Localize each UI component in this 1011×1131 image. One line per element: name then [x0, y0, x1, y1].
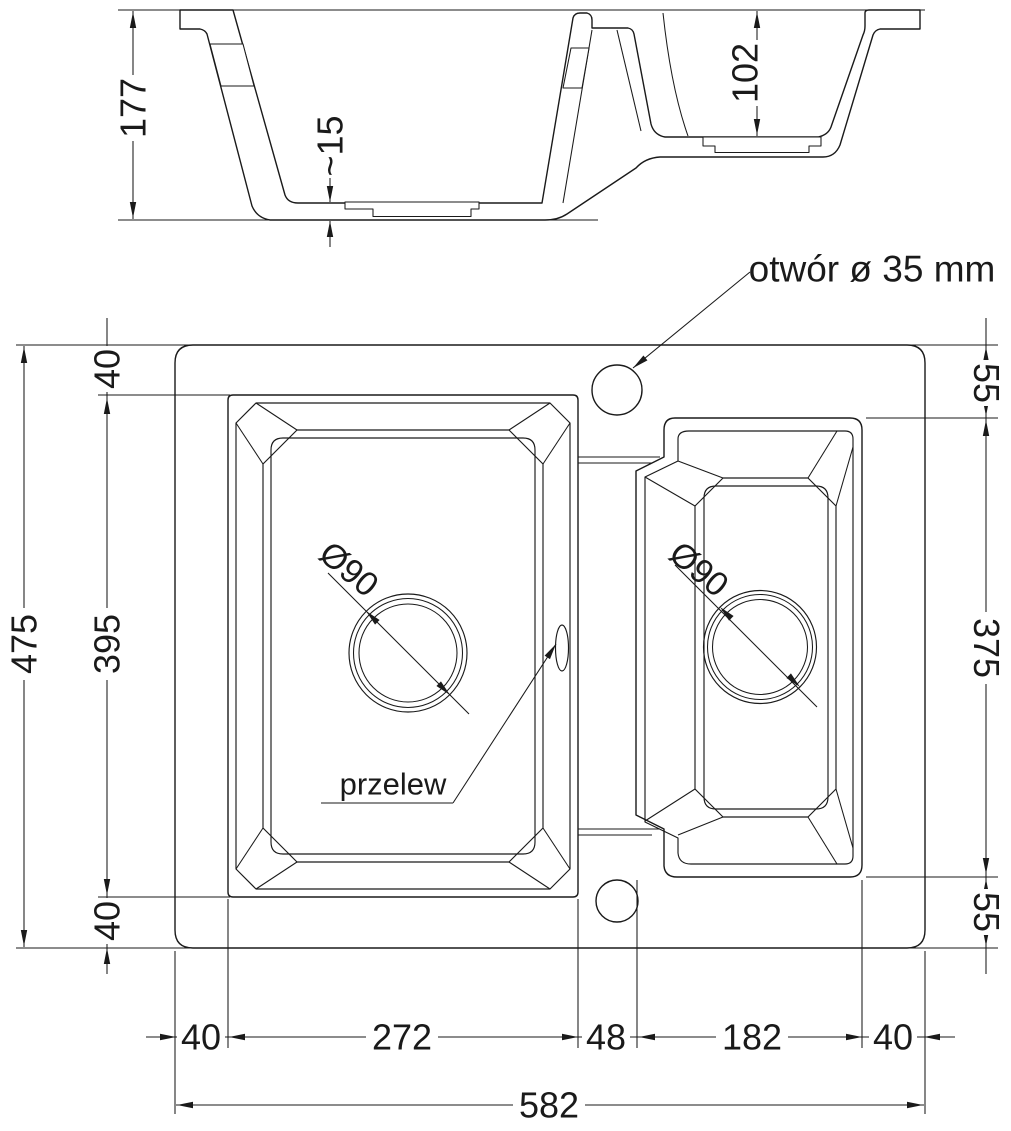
main-bowl-slope-top	[236, 403, 570, 889]
overflow-cutout-left-wall	[210, 44, 254, 86]
dim-272-group	[366, 1016, 438, 1057]
dimension-arrow	[562, 1034, 578, 1040]
dim-582: 582	[518, 1084, 580, 1126]
dimension-arrow	[104, 948, 110, 964]
dimension-arrow	[436, 681, 452, 697]
dim-40-bottom-2-group	[869, 1016, 917, 1057]
dimension-arrow	[160, 1034, 176, 1040]
main-bowl-corner-bevels	[236, 403, 570, 889]
dimension-arrow	[846, 1034, 862, 1040]
dimension-arrow	[754, 119, 760, 135]
right-bowl-floor	[704, 486, 828, 809]
note-przelew: przelew	[339, 766, 447, 802]
dimension-arrow	[104, 398, 110, 414]
dim-40-bottom-2: 40	[872, 1016, 914, 1058]
dim-177: 177	[112, 77, 154, 139]
right-bowl-slope-top	[645, 431, 853, 864]
dimension-arrow	[130, 12, 136, 28]
dim-55-top-right: 55	[965, 362, 1007, 404]
note-d90-right: Ø90	[661, 534, 736, 605]
divider-right-edge-line	[617, 30, 641, 131]
dim-375: 375	[965, 617, 1007, 679]
dim-475-group	[3, 608, 44, 680]
dim-395: 395	[86, 613, 128, 675]
plan-view	[175, 345, 925, 948]
dim-102: 102	[724, 42, 766, 104]
dimension-line	[633, 272, 750, 368]
dimension-arrow	[639, 1034, 655, 1040]
dim-48: 48	[585, 1016, 627, 1058]
dim-182-group	[716, 1016, 788, 1057]
dim-40-bottom-1: 40	[180, 1016, 222, 1058]
dimension-arrow	[924, 1034, 940, 1040]
dim-40-bottom-left: 40	[86, 900, 128, 942]
dim-48-group	[582, 1016, 630, 1057]
dim-582-group	[513, 1084, 585, 1125]
dim-15-group	[309, 114, 350, 178]
dimension-arrow	[327, 186, 333, 202]
note-d90-left: Ø90	[311, 534, 386, 605]
dim-40-bottom-left-group	[86, 898, 127, 944]
dimension-arrow	[104, 879, 110, 895]
dimension-arrow	[21, 347, 27, 363]
dim-55-bottom-right: 55	[965, 891, 1007, 933]
dimension-arrow	[754, 12, 760, 28]
dim-375-group	[966, 612, 1007, 684]
note-faucet-hole: otwór ø 35 mm	[748, 248, 996, 290]
dim-177-group	[112, 75, 153, 141]
dim-102-group	[724, 40, 765, 106]
main-bowl-rim	[228, 395, 578, 897]
dim-15: ~15	[309, 115, 351, 177]
drain-recess-right	[703, 137, 821, 153]
dimension-arrow	[327, 221, 333, 237]
dim-182: 182	[721, 1016, 783, 1058]
dim-395-group	[86, 608, 127, 680]
note-d90-right-group	[662, 534, 736, 604]
dimension-arrow	[364, 609, 380, 625]
dimension-arrow	[177, 1102, 193, 1108]
right-bowl-corner-edge	[663, 13, 688, 136]
dimension-arrow	[983, 420, 989, 436]
dimension-arrow	[983, 858, 989, 874]
mounting-hole-bottom	[596, 880, 638, 922]
right-bowl-corner-bevels	[645, 431, 853, 864]
dimension-line	[453, 644, 556, 803]
dimension-arrow	[21, 930, 27, 946]
overflow-hole	[556, 625, 569, 671]
note-przelew-group	[340, 767, 447, 802]
dim-40-bottom-1-group	[177, 1016, 225, 1057]
drain-recess-left	[345, 202, 479, 217]
dimension-arrow	[229, 1034, 245, 1040]
note-d90-left-group	[312, 534, 386, 604]
dimension-arrow	[545, 642, 559, 659]
dim-40-top-left-group	[86, 346, 127, 392]
section-body-hatched	[180, 10, 920, 220]
cross-section-view	[180, 10, 920, 220]
dim-55-top-right-group	[966, 360, 1007, 406]
note-faucet-hole-group	[749, 249, 996, 290]
dim-40-top-left: 40	[86, 348, 128, 390]
dimension-arrow	[907, 1102, 923, 1108]
dim-272: 272	[371, 1016, 433, 1058]
right-bowl-slope-bottom	[695, 478, 836, 817]
dim-475: 475	[3, 613, 45, 675]
dimension-arrow	[130, 202, 136, 218]
dim-55-bottom-right-group	[966, 889, 1007, 935]
faucet-hole	[592, 365, 642, 415]
